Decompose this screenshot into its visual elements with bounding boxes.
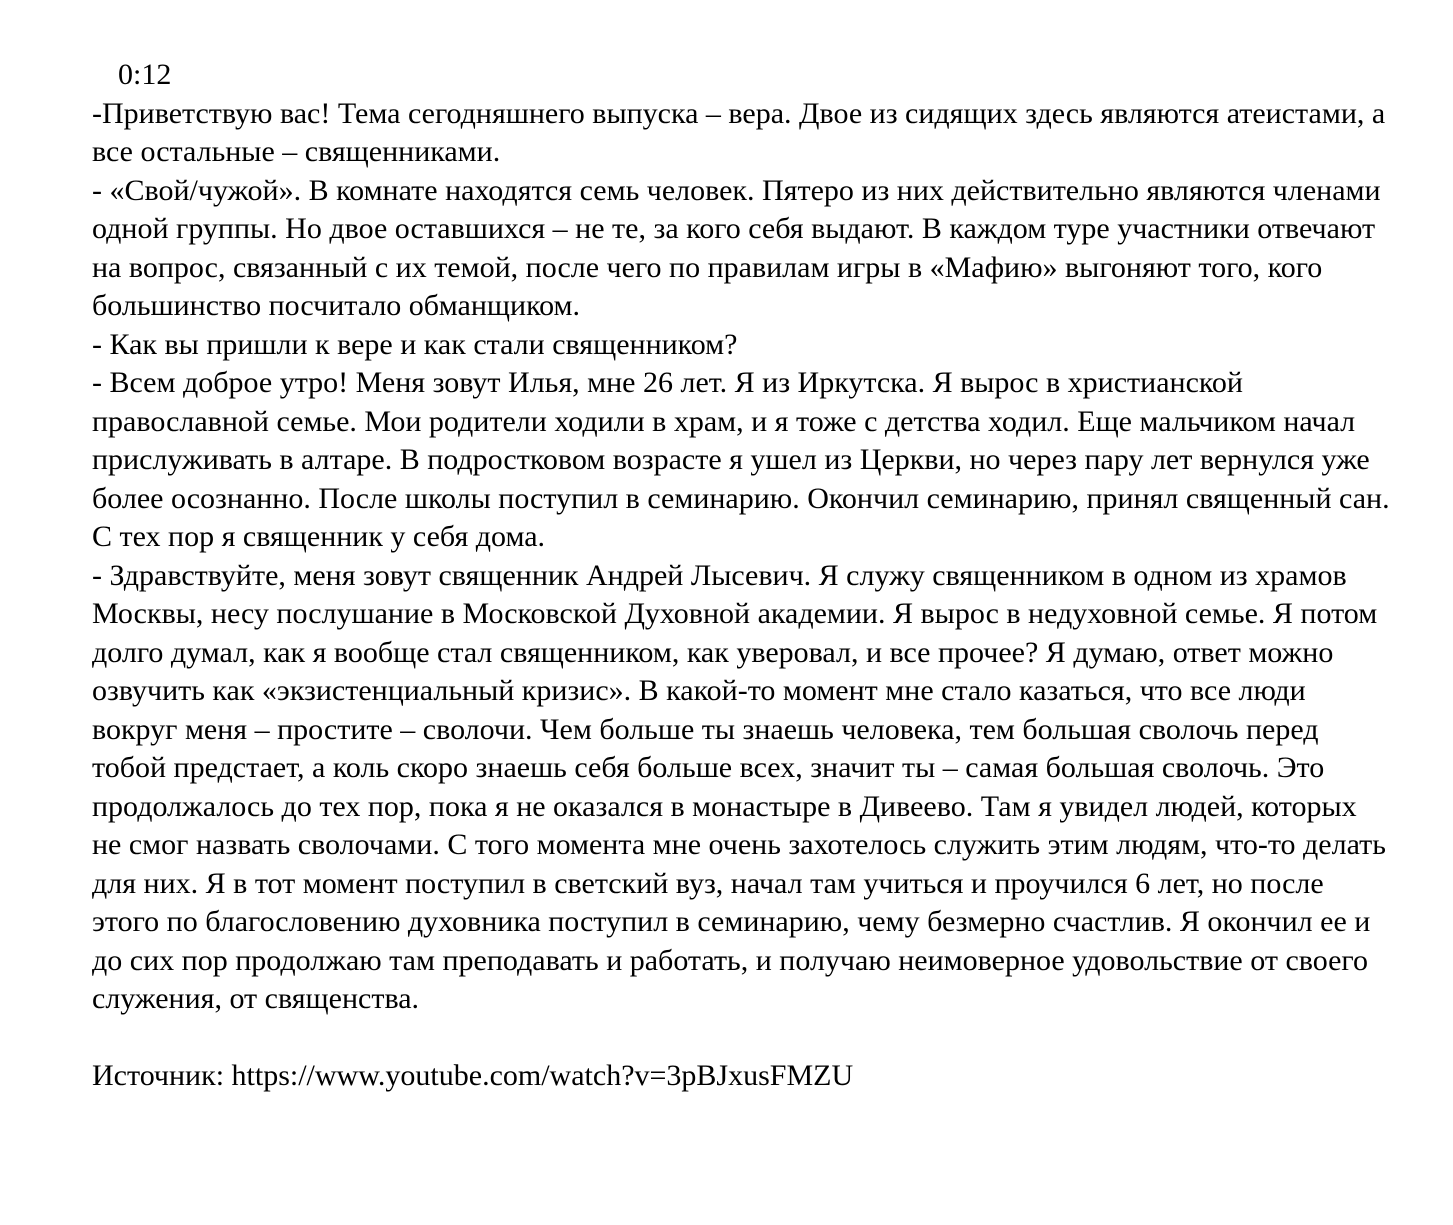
timecode: 0:12 <box>118 58 172 91</box>
answer-andrey-paragraph: - Здравствуйте, меня зовут священник Андрей Лысевич. Я служу священником в одном из храмов Москвы, несу послушание в Московской Духовной академии. Я вырос в недуховной семье. Я потом долго думал, как я вообще стал священником, как уверовал, и все прочее? Я думаю, ответ можно озвучить как «экзистенциальный кризис». В какой-то момент мне стало казаться, что все люди вокруг меня – простите – сволочи. Чем больше ты знаешь человека, тем большая сволочь перед тобой предстает, а коль скоро знаешь себя больше всех, значит ты – самая большая сволочь. Это продолжалось до тех пор, пока я не оказался в монастыре в Дивеево. Там я увидел людей, которых не смог назвать сволочами. С того момента мне очень захотелось служить этим людям, что-то делать для них. Я в тот момент поступил в светский вуз, начал там учиться и проучился 6 лет, но после этого по благословению духовника поступил в семинарию, чему безмерно счастлив. Я окончил ее и до сих пор продолжаю там преподавать и работать, и получаю неимоверное удовольствие от своего служения, от священства. <box>92 558 1386 1015</box>
intro-paragraph: -Приветствую вас! Тема сегодняшнего выпуска – вера. Двое из сидящих здесь являются атеистами, а все остальные – священниками. <box>92 96 1386 168</box>
question-paragraph: - Как вы пришли к вере и как стали священником? <box>92 327 738 361</box>
source-line: Источник: https://www.youtube.com/watch?v=3pBJxusFMZU <box>92 1058 854 1092</box>
document-page <box>92 56 1392 1095</box>
rules-paragraph: - «Свой/чужой». В комнате находятся семь человек. Пятеро из них действительно являются членами одной группы. Но двое оставшихся – не те, за кого себя выдают. В каждом туре участники отвечают на вопрос, связанный с их темой, после чего по правилам игры в «Мафию» выгоняют того, кого большинство посчитало обманщиком. <box>92 173 1381 322</box>
answer-ilya-paragraph: - Всем доброе утро! Меня зовут Илья, мне 26 лет. Я из Иркутска. Я вырос в христианской православной семье. Мои родители ходили в храм, и я тоже с детства ходил. Еще мальчиком начал прислуживать в алтаре. В подростковом возрасте я ушел из Церкви, но через пару лет вернулся уже более осознанно. После школы поступил в семинарию. Окончил семинарию, принял священный сан. С тех пор я священник у себя дома. <box>92 366 1390 553</box>
